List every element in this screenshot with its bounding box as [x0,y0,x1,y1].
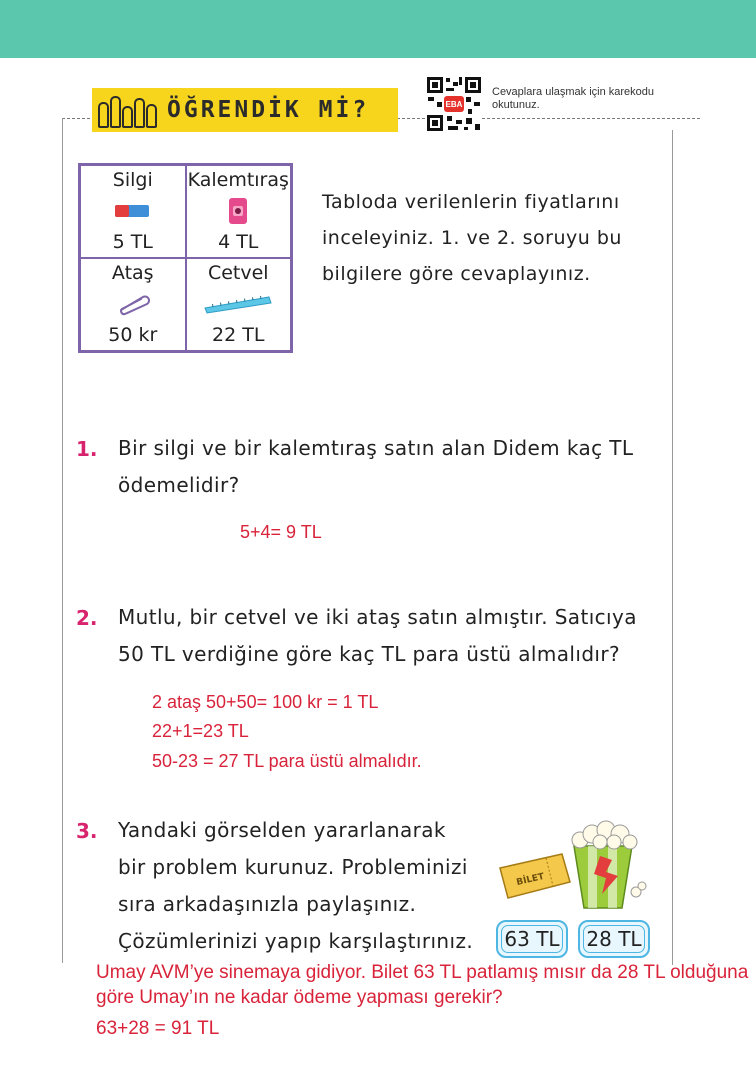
question-2-number: 2. [76,606,98,630]
banner-title: ÖĞRENDİK Mİ? [167,97,370,123]
ticket-label: BİLET [515,871,546,888]
price-cell-sharpener [186,165,292,258]
question-3-answer-problem: Umay AVM’ye sinemaya gidiyor. Bilet 63 TL patlamış mısır da 28 TL olduğuna göre Umay’ın ne kadar ödeme yapması gerekir? [96,962,749,1008]
question-1-text: Bir silgi ve bir kalemtıraş satın alan Didem kaç TL ödemelidir? [118,436,634,497]
price-tag-popcorn: 28 TL [578,920,650,958]
question-2-answer-line-1: 2 ataş 50+50= 100 kr = 1 TL [152,692,379,712]
item-name: Cetvel [207,262,269,284]
raised-hands-icon [98,92,157,128]
section-banner [92,88,398,132]
question-3-number: 3. [76,819,98,843]
frame-right-border [672,130,673,965]
price-cell-ruler [186,258,292,351]
paperclip-icon [113,292,153,316]
intro-text: Tabloda verilenlerin fiyatlarını inceleyiniz. 1. ve 2. soruyu bu bilgilere göre cevaplayınız. [322,191,622,285]
item-name: Kalemtıraş [187,169,289,191]
question-3-text: Yandaki görselden yararlanarak bir problem kurunuz. Probleminizi sıra arkadaşınızla paylaşınız. Çözümlerinizi yapıp karşılaştırınız. [118,818,474,953]
question-2-answer-line-2: 22+1=23 TL [152,721,249,741]
qr-instruction: Cevaplara ulaşmak için karekodu okutunuz. [492,86,655,111]
question-2-answer-line-3: 50-23 = 27 TL para üstü almalıdır. [152,751,422,771]
item-name: Ataş [111,262,154,284]
qr-badge-label: EBA [445,100,463,109]
question-2-text: Mutlu, bir cetvel ve iki ataş satın almıştır. Satıcıya 50 TL verdiğine göre kaç TL para üstü almalıdır? [118,605,637,666]
item-price: 5 TL [112,231,153,253]
sharpener-icon [226,196,250,226]
question-1-answer: 5+4= 9 TL [240,522,322,542]
item-price: 50 kr [108,324,158,346]
question-3-answer-solution: 63+28 = 91 TL [96,1018,220,1039]
popcorn-icon [572,821,646,908]
price-table [78,163,293,353]
item-price: 22 TL [212,324,265,346]
item-price: 4 TL [218,231,259,253]
item-name: Silgi [112,169,153,191]
qr-code-icon[interactable] [426,76,482,132]
ticket-icon [500,854,570,898]
eraser-icon [113,200,153,222]
top-color-band [0,0,756,58]
question-1-number: 1. [76,437,98,461]
ticket-popcorn-illustration [496,812,656,916]
price-cell-eraser [80,165,186,258]
price-cell-paperclip [80,258,186,351]
frame-left-border [62,118,63,963]
ruler-icon [203,294,273,314]
price-tag-ticket: 63 TL [496,920,568,958]
